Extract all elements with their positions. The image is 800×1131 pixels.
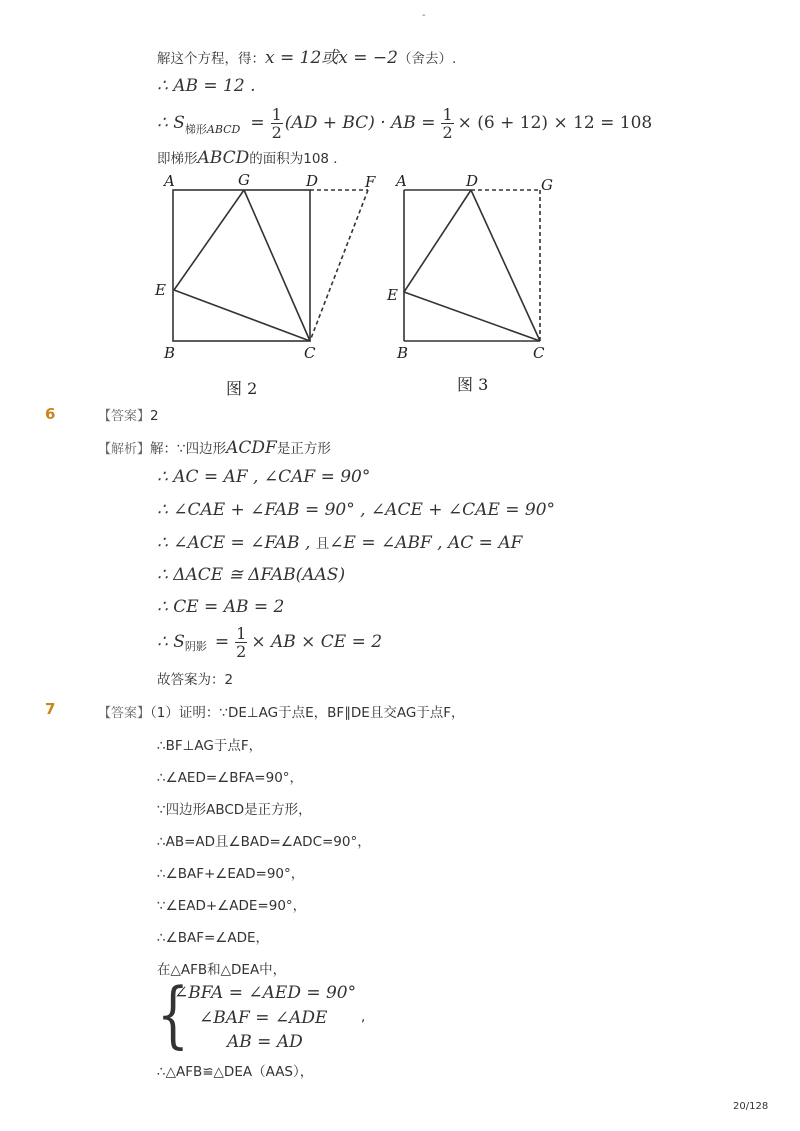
solve-math: x = 12或x = −2: [265, 48, 398, 68]
q7-line-3: ∵四边形ABCD是正方形，: [157, 802, 312, 818]
area-therefore: ∴ S: [157, 113, 185, 133]
q6-line-1: ∴ AC = AF , ∠CAF = 90°: [157, 467, 371, 487]
label-c: C: [304, 344, 316, 362]
q7-line-1: ∴BF⊥AG于点F，: [157, 738, 263, 754]
label-e: E: [387, 286, 398, 304]
analysis-pre: 解：∵四边形: [150, 441, 227, 457]
q7-line-8: 在△AFB和△DEA中，: [157, 962, 287, 978]
label-g: G: [541, 176, 553, 194]
shade-therefore: ∴ S: [157, 632, 185, 652]
solve-line: [157, 43, 456, 68]
figure-2-caption: 图 2: [226, 379, 258, 398]
header-mark: -: [422, 10, 426, 21]
figure-3: [385, 168, 565, 400]
label-b: B: [164, 344, 176, 362]
label-g: G: [238, 171, 250, 189]
question-7-number: 7: [45, 700, 56, 718]
q7-line-7: ∴∠BAF=∠ADE，: [157, 930, 270, 946]
system-eq-2: ∠BAF = ∠ADE: [199, 1008, 328, 1028]
half-fraction-3: $\frac{1}{2}$: [236, 623, 247, 661]
conclusion-math: ABCD: [197, 148, 250, 168]
q7-line-5: ∴∠BAF+∠EAD=90°，: [157, 866, 305, 882]
answer-value: 2: [150, 408, 159, 424]
q6-final: 故答案为：2: [157, 672, 234, 688]
segment-dc: [471, 190, 540, 341]
label-d: D: [466, 172, 479, 190]
line3-a: ∴ ∠ACE = ∠FAB ,: [157, 533, 316, 553]
system-eq-1: ∠BFA = ∠AED = 90°: [174, 983, 357, 1003]
segment-ge: [174, 190, 244, 290]
area-eq: =: [250, 113, 265, 133]
q6-shaded-area: [157, 620, 382, 664]
half-fraction-1: $\frac{1}{2}$: [271, 104, 282, 142]
segment-ec: [174, 290, 310, 341]
segment-gc: [244, 190, 310, 341]
system-comma: ,: [361, 1009, 366, 1025]
solve-text: 解这个方程，得：: [157, 51, 265, 67]
answer-tag: 【答案】: [98, 409, 151, 424]
shade-sub: 阴影: [184, 640, 207, 653]
label-b: B: [397, 344, 409, 362]
label-f: F: [365, 173, 376, 191]
shade-tail: × AB × CE = 2: [251, 632, 383, 652]
q6-line-5: ∴ CE = AB = 2: [157, 597, 285, 617]
shade-eq: =: [214, 632, 230, 652]
segment-de: [404, 190, 471, 292]
label-c: C: [533, 344, 545, 362]
conclusion-post: 的面积为108 .: [249, 151, 338, 167]
trapezoid-area-formula: [157, 100, 652, 146]
question-6-number: 6: [45, 405, 56, 423]
dashed-fc: [310, 190, 368, 341]
analysis-math: ACDF: [226, 438, 277, 458]
area-mid: (AD + BC) · AB =: [284, 113, 436, 133]
label-e: E: [155, 281, 166, 299]
q6-line-4: ∴ ΔACE ≅ ΔFAB(AAS): [157, 565, 346, 585]
analysis-post: 是正方形: [276, 441, 331, 457]
system-eq-3: AB = AD: [227, 1032, 303, 1052]
conclusion-pre: 即梯形: [157, 151, 198, 167]
line3-b: ∠E = ∠ABF , AC = AF: [329, 533, 523, 553]
label-a: A: [164, 172, 175, 190]
line3-cn: 且: [315, 536, 330, 552]
q6-analysis-header: [98, 437, 331, 458]
system-brace: {: [156, 972, 189, 1056]
q7-line-6: ∵∠EAD+∠ADE=90°，: [157, 898, 307, 914]
label-d: D: [306, 172, 319, 190]
q6-answer: [98, 405, 159, 424]
q7-intro: （1）证明：∵DE⊥AG于点E，BF∥DE且交AG于点F，: [150, 705, 465, 721]
answer-tag: 【答案】: [98, 706, 151, 721]
solve-note: （舍去）.: [397, 51, 457, 67]
figure-2: [150, 168, 390, 400]
segment-ec: [404, 292, 540, 341]
label-a: A: [396, 172, 407, 190]
q6-line-3: [157, 532, 522, 553]
area-sub: ABCD: [206, 122, 241, 136]
area-sub-cn: 梯形: [184, 122, 207, 136]
ab-line: ∴ AB = 12 .: [157, 76, 256, 96]
figure-3-caption: 图 3: [457, 375, 489, 394]
area-tail: × (6 + 12) × 12 = 108: [457, 113, 653, 133]
q7-answer: [98, 701, 465, 721]
q7-last: ∴△AFB≌△DEA（AAS），: [157, 1064, 314, 1080]
q6-line-2: ∴ ∠CAE + ∠FAB = 90° , ∠ACE + ∠CAE = 90°: [157, 500, 556, 520]
page-number: 20/128: [733, 1101, 769, 1112]
square-abcd: [173, 190, 310, 341]
analysis-tag: 【解析】: [98, 442, 151, 457]
q7-line-2: ∴∠AED=∠BFA=90°，: [157, 770, 304, 786]
half-fraction-2: $\frac{1}{2}$: [442, 104, 453, 142]
area-conclusion: [157, 147, 338, 168]
q7-line-4: ∴AB=AD且∠BAD=∠ADC=90°，: [157, 834, 371, 850]
